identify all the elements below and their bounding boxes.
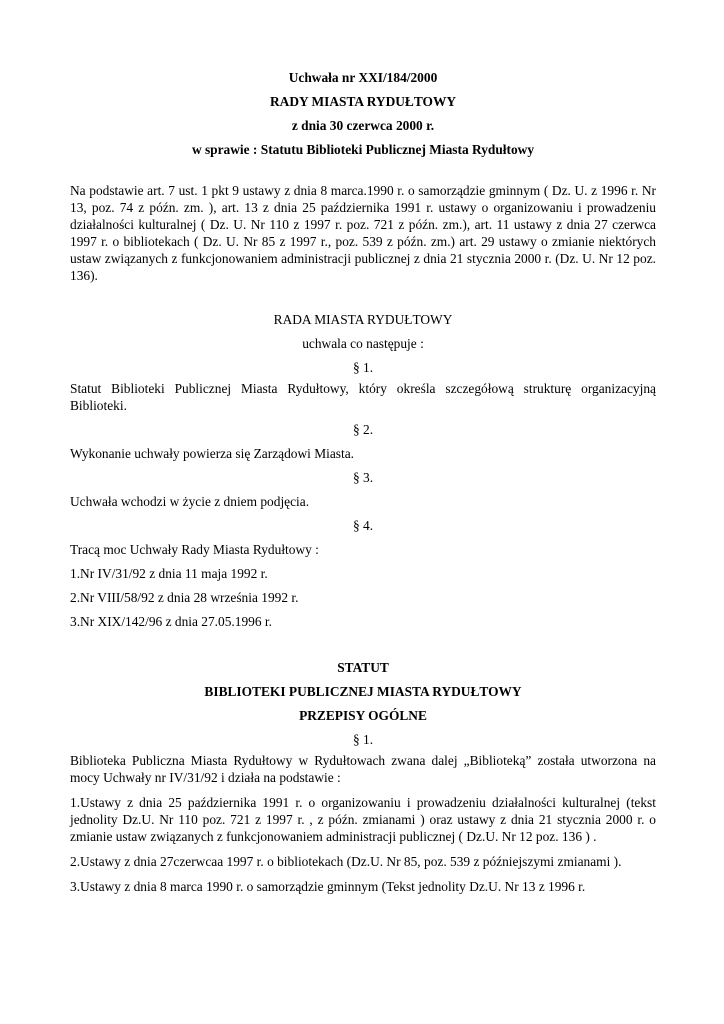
section-mark-3: § 3. <box>352 470 374 485</box>
resolution-date: z dnia 30 czerwca 2000 r. <box>291 118 435 133</box>
document-page <box>70 66 656 895</box>
repealed-item-3: 3.Nr XIX/142/96 z dnia 27.05.1996 r. <box>70 614 272 629</box>
statute-item-2: 2.Ustawy z dnia 27czerwcaa 1997 r. o bibliotekach (Dz.U. Nr 85, poz. 539 z późniejszymi zmianami ). <box>70 854 622 869</box>
resolves-line: uchwala co następuje : <box>302 336 424 351</box>
section-text-4: Tracą moc Uchwały Rady Miasta Rydułtowy : <box>70 542 319 557</box>
statute-section-mark-1: § 1. <box>352 732 374 747</box>
statute-item-1: 1.Ustawy z dnia 25 października 1991 r. o organizowaniu i prowadzeniu działalności kulturalnej (tekst jednolity Dz.U. Nr 110 poz. 721 z 1997 r. , z późn. zmianami ) oraz ustawy z dnia 21 stycznia 2000 r. o zmianie ustaw związanych z funkcjonowaniem administracji publicznej ( Dz.U. Nr 12 poz. 136 ) . <box>70 795 656 844</box>
statute-title: STATUT <box>337 660 389 675</box>
section-mark-1: § 1. <box>352 360 374 375</box>
section-mark-2: § 2. <box>352 422 374 437</box>
repealed-item-1: 1.Nr IV/31/92 z dnia 11 maja 1992 r. <box>70 566 268 581</box>
council-heading: RADA MIASTA RYDUŁTOWY <box>273 312 453 327</box>
resolution-subject: w sprawie : Statutu Biblioteki Publicznej Miasta Rydułtowy <box>191 142 535 157</box>
statute-item-3: 3.Ustawy z dnia 8 marca 1990 r. o samorządzie gminnym (Tekst jednolity Dz.U. Nr 13 z 1996 r. <box>70 879 586 894</box>
section-text-1: Statut Biblioteki Publicznej Miasta Rydułtowy, który określa szczegółową strukturę organizacyjną Biblioteki. <box>70 381 656 413</box>
statute-intro: Biblioteka Publiczna Miasta Rydułtowy w Rydułtowach zwana dalej „Biblioteką” została utworzona na mocy Uchwały nr IV/31/92 i działa na podstawie : <box>70 753 656 785</box>
section-mark-4: § 4. <box>352 518 374 533</box>
section-text-3: Uchwała wchodzi w życie z dniem podjęcia. <box>70 494 310 509</box>
resolution-number: Uchwała nr XXI/184/2000 <box>288 70 438 85</box>
repealed-item-2: 2.Nr VIII/58/92 z dnia 28 września 1992 r. <box>70 590 299 605</box>
chapter-heading: PRZEPISY OGÓLNE <box>299 708 427 723</box>
preamble-paragraph: Na podstawie art. 7 ust. 1 pkt 9 ustawy z dnia 8 marca.1990 r. o samorządzie gminnym ( Dz. U. z 1996 r. Nr 13, poz. 74 z późn. zm. ), art. 13 z dnia 25 października 1991 r. ustawy o organizowaniu i prowadzeniu działalności kulturalnej ( Dz. U. Nr 110 z 1997 r. poz. 721 z późn. zm.), art. 11 ustawy z dnia 27 czerwca 1997 r. o bibliotekach ( Dz. U. Nr 85 z 1997 r., poz. 539 z późn. zm.) art. 29 ustawy o zmianie niektórych ustaw związanych z funkcjonowaniem administracji publicznej z dnia 21 stycznia 2000 r. (Dz. U. Nr 12 poz. 136). <box>70 183 656 283</box>
section-text-2: Wykonanie uchwały powierza się Zarządowi Miasta. <box>70 446 355 461</box>
council-name: RADY MIASTA RYDUŁTOWY <box>269 94 457 109</box>
statute-subtitle: BIBLIOTEKI PUBLICZNEJ MIASTA RYDUŁTOWY <box>204 684 522 699</box>
